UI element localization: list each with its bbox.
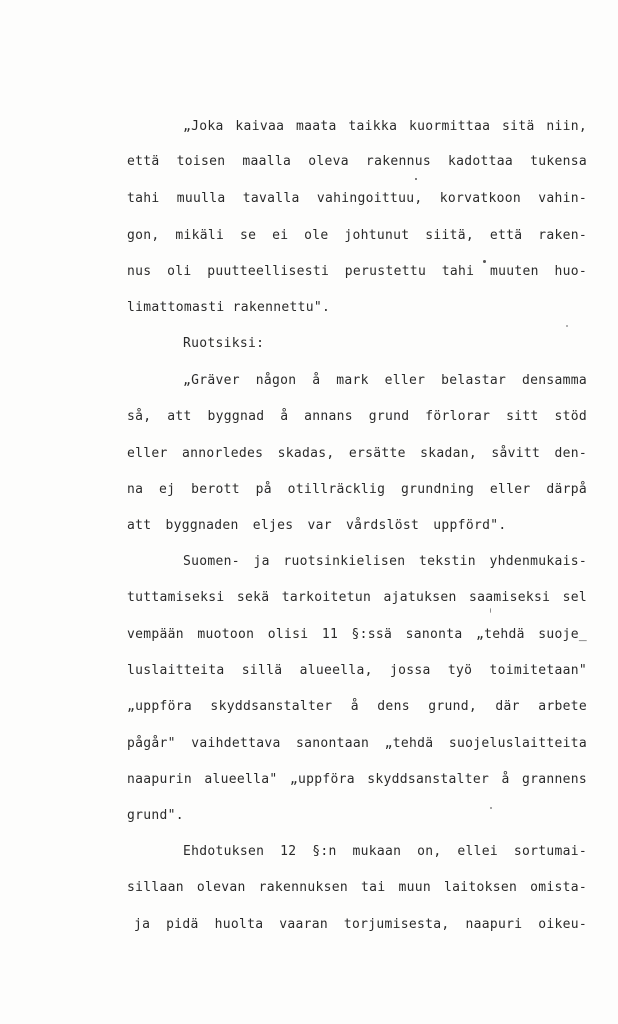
text-line-9: så, att byggnad å annans grund förlorar sitt stöd (127, 409, 587, 424)
text-line-14: tuttamiseksi sekä tarkoitetun ajatuksen saamiseksi sel (127, 590, 587, 605)
text-line-16: luslaitteita sillä alueella, jossa työ toimitetaan" (127, 663, 587, 678)
scan-speck (566, 325, 568, 327)
text-line-6: limattomasti rakennettu". (127, 300, 331, 315)
text-line-21: Ehdotuksen 12 §:n mukaan on, ellei sortumai- (183, 844, 587, 859)
text-line-11: na ej berott på otillräcklig grundning eller därpå (127, 482, 587, 497)
text-line-10: eller annorledes skadas, ersätte skadan, såvitt den- (127, 446, 587, 461)
text-line-19: naapurin alueella" „uppföra skyddsanstalter å grannens (127, 772, 587, 787)
text-line-18: pågår" vaihdettava sanontaan „tehdä suojeluslaitteita (127, 736, 587, 751)
text-line-20: grund". (127, 808, 184, 823)
text-line-5: nus oli puutteellisesti perustettu tahi muuten huo- (127, 264, 587, 279)
text-line-15: vempään muotoon olisi 11 §:ssä sanonta „tehdä suoje_ (127, 627, 587, 642)
scan-speck (415, 178, 417, 180)
scan-speck (490, 608, 491, 613)
text-line-23: ja pidä huolta vaaran torjumisesta, naapuri oikeu- (134, 917, 587, 932)
scan-speck (483, 260, 486, 263)
text-line-1: „Joka kaivaa maata taikka kuormittaa sitä niin, (183, 119, 587, 134)
text-line-12: att byggnaden eljes var vårdslöst uppförd". (127, 518, 507, 533)
text-line-17: „uppföra skyddsanstalter å dens grund, där arbete (127, 699, 587, 714)
text-line-4: gon, mikäli se ei ole johtunut siitä, että raken- (127, 228, 587, 243)
text-line-3: tahi muulla tavalla vahingoittuu, korvatkoon vahin- (127, 191, 587, 206)
text-line-22: sillaan olevan rakennuksen tai muun laitoksen omista- (127, 880, 587, 895)
text-line-13: Suomen- ja ruotsinkielisen tekstin yhdenmukais- (183, 554, 587, 569)
text-line-7: Ruotsiksi: (183, 336, 265, 351)
text-line-8: „Gräver någon å mark eller belastar densamma (183, 373, 587, 388)
text-line-2: että toisen maalla oleva rakennus kadottaa tukensa (127, 154, 587, 169)
scan-speck (490, 807, 492, 809)
